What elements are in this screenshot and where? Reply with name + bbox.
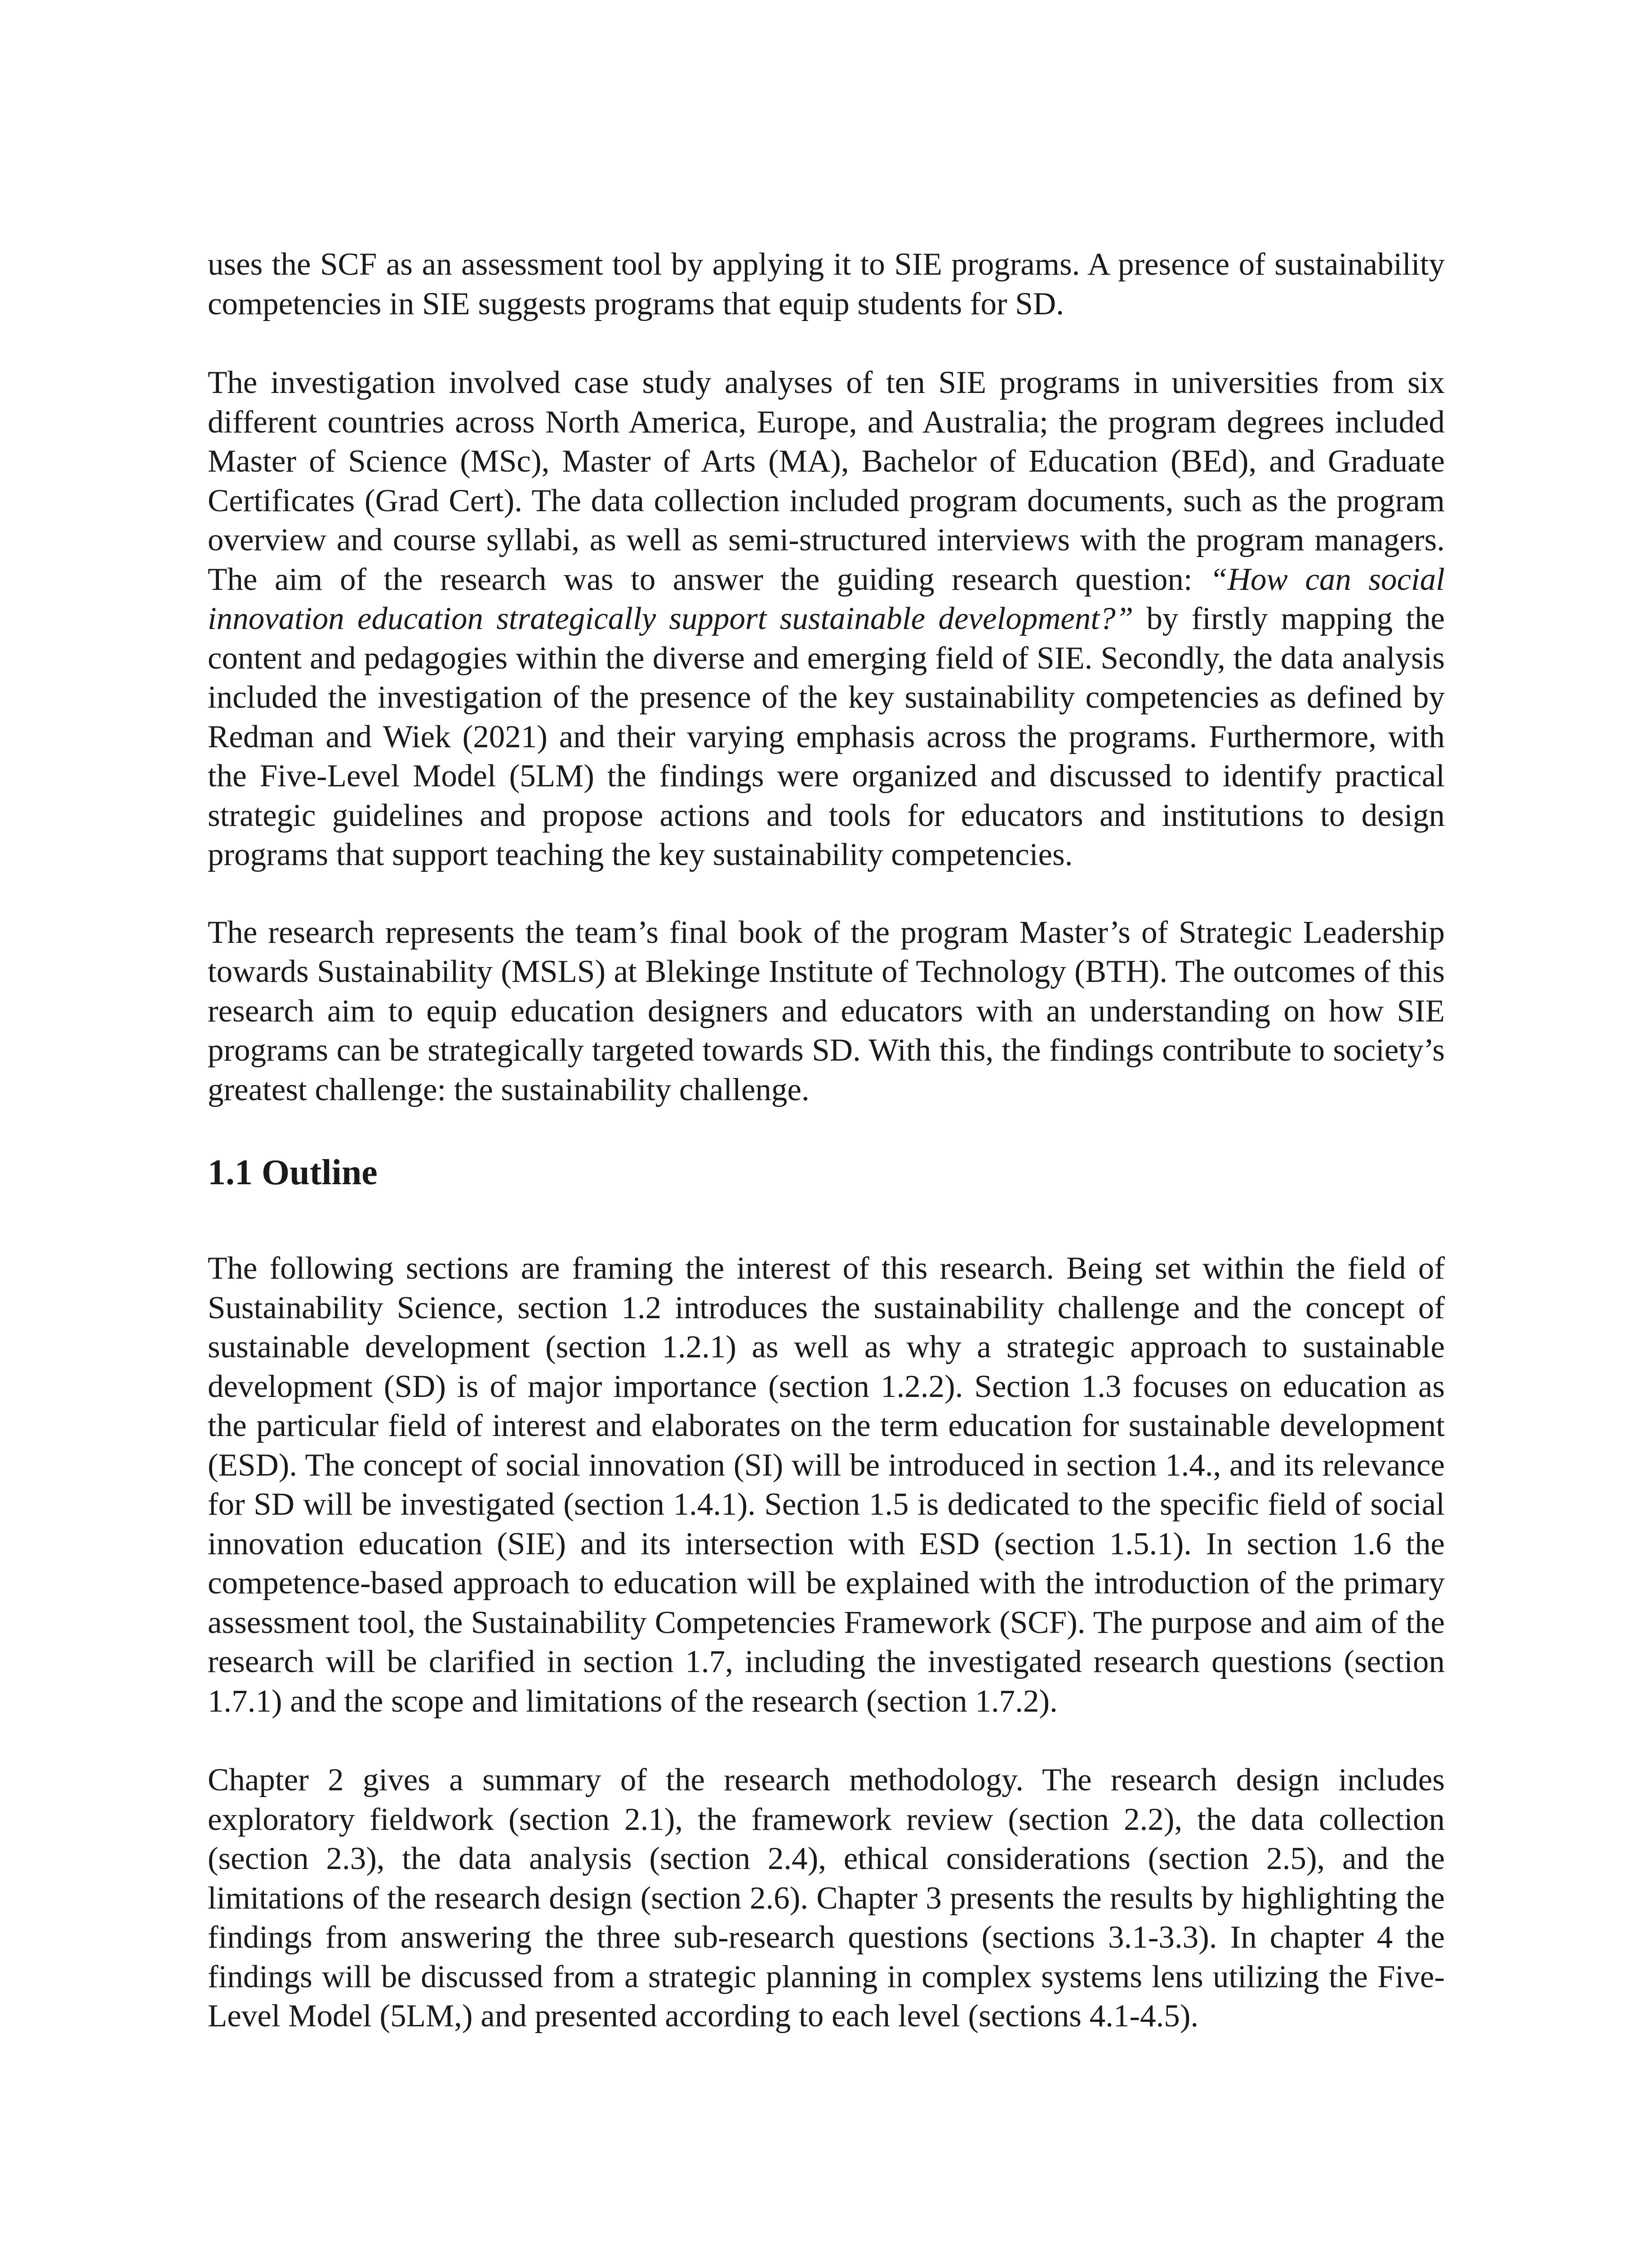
document-page — [208, 245, 1445, 2036]
paragraph-investigation-text-end: by firstly mapping the content and pedagogies within the diverse and emerging field of SIE. Secondly, the data analysis included the investigation of the presence of the key sustainability competencies as defined by Redman and Wiek (2021) and their varying emphasis across the programs. Furthermore, with the Five-Level Model (5LM) the findings were organized and discussed to identify practical strategic guidelines and propose actions and tools for educators and institutions to design programs that support teaching the key sustainability competencies. — [208, 601, 1445, 872]
paragraph-outline: The following sections are framing the interest of this research. Being set within the field of Sustainability Science, section 1.2 introduces the sustainability challenge and the concept of sustainable development (section 1.2.1) as well as why a strategic approach to sustainable development (SD) is of major importance (section 1.2.2). Section 1.3 focuses on education as the particular field of interest and elaborates on the term education for sustainable development (ESD). The concept of social innovation (SI) will be introduced in section 1.4., and its relevance for SD will be investigated (section 1.4.1). Section 1.5 is dedicated to the specific field of social innovation education (SIE) and its intersection with ESD (section 1.5.1). In section 1.6 the competence-based approach to education will be explained with the introduction of the primary assessment tool, the Sustainability Competencies Framework (SCF). The purpose and aim of the research will be clarified in section 1.7, including the investigated research questions (section 1.7.1) and the scope and limitations of the research (section 1.7.2). — [208, 1251, 1445, 1719]
paragraph-research-context: The research represents the team’s final book of the program Master’s of Strategic Leadership towards Sustainability (MSLS) at Blekinge Institute of Technology (BTH). The outcomes of this research aim to equip education designers and educators with an understanding on how SIE programs can be strategically targeted towards SD. With this, the findings contribute to society’s greatest challenge: the sustainability challenge. — [208, 914, 1445, 1107]
section-heading: 1.1 Outline — [208, 1153, 378, 1192]
paragraph-chapter-summary: Chapter 2 gives a summary of the research methodology. The research design includes exploratory fieldwork (section 2.1), the framework review (section 2.2), the data collection (section 2.3), the data analysis (section 2.4), ethical considerations (section 2.5), and the limitations of the research design (section 2.6). Chapter 3 presents the results by highlighting the findings from answering the three sub-research questions (sections 3.1-3.3). In chapter 4 the findings will be discussed from a strategic planning in complex systems lens utilizing the Five-Level Model (5LM,) and presented according to each level (sections 4.1-4.5). — [208, 1762, 1445, 2034]
paragraph-investigation — [208, 363, 1445, 875]
guiding-research-question: “How can social innovation education strategically support sustainable development?” — [208, 562, 1445, 636]
paragraph-intro-continuation: uses the SCF as an assessment tool by applying it to SIE programs. A presence of sustainability competencies in SIE suggests programs that equip students for SD. — [208, 247, 1445, 321]
paragraph-investigation-text: The investigation involved case study analyses of ten SIE programs in universities from six different countries across North America, Europe, and Australia; the program degrees included Master of Science (MSc), Master of Arts (MA), Bachelor of Education (BEd), and Graduate Certificates (Grad Cert). The data collection included program documents, such as the program overview and course syllabi, as well as semi-structured interviews with the program managers. The aim of the research was to answer the guiding research question: — [208, 365, 1445, 597]
